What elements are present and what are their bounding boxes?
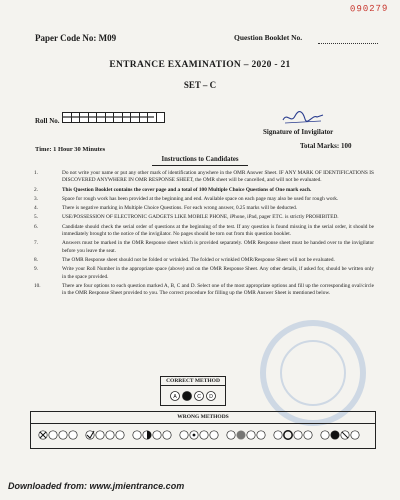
instruction-text: USE/POSSESSION OF ELECTRONIC GADGETS LIKE MOBILE PHONE, iPhone, iPad, pager ETC. is strictly PROHIBITED. xyxy=(62,214,339,221)
instruction-item xyxy=(34,187,374,194)
exam-title: ENTRANCE EXAMINATION – 2020 - 21 xyxy=(109,60,291,70)
instruction-text: The OMR Response sheet should not be folded or wrinkled. The folded or wrinkled OMR/Response Sheet will not be evaluated. xyxy=(62,256,335,263)
instruction-text: There is negative marking in Multiple Choice Questions. For each wrong answer, 0.25 marks will be deducted. xyxy=(62,205,298,212)
bubble-label: D xyxy=(209,394,213,400)
correct-method-bubbles xyxy=(169,390,219,402)
wrong-example-double xyxy=(321,431,359,439)
wrong-methods-box xyxy=(30,411,376,449)
instruction-number: 10. xyxy=(34,282,41,289)
wrong-methods-divider xyxy=(31,423,375,424)
roll-number-redaction xyxy=(62,116,154,118)
instruction-number: 8. xyxy=(34,256,38,263)
wrong-example-dot xyxy=(180,431,218,439)
instruction-item xyxy=(34,266,374,281)
question-booklet-no-label: Question Booklet No. xyxy=(234,33,303,42)
paper-code: Paper Code No: M09 xyxy=(35,33,117,43)
wrong-methods-bubbles xyxy=(37,428,371,442)
instruction-number: 5. xyxy=(34,214,38,221)
bubble-d xyxy=(207,392,216,401)
instruction-number: 9. xyxy=(34,266,38,273)
instruction-text: Answers must be marked in the OMR Response sheet which is provided separately. OMR Response sheet must be handed over to the invigilator before you leave the seat. xyxy=(62,240,374,254)
wrong-example-outline xyxy=(274,431,312,439)
bubble-b-filled xyxy=(183,392,192,401)
time-duration: Time: 1 Hour 30 Minutes xyxy=(35,146,106,153)
instruction-text: This Question Booklet contains the cover page and a total of 100 Multiple Choice Questions of One mark each. xyxy=(62,186,312,193)
instruction-item xyxy=(34,214,374,221)
bubble-label: B xyxy=(185,394,189,400)
instruction-number: 6. xyxy=(34,223,38,230)
invigilator-signature-label: Signature of Invigilator xyxy=(263,128,334,136)
wrong-example-half-fill xyxy=(133,431,171,439)
instruction-number: 2. xyxy=(34,186,38,193)
instruction-text: Do not write your name or put any other mark of identification anywhere in the OMR Answer Sheet. IF ANY MARK OF IDENTIFICATIONS IS DISCOVERED ANYWHERE IN OMR RESPONSE SHEET, the OMR sheet will be cancelled, and will not be evaluated. xyxy=(62,170,374,184)
instructions-list xyxy=(34,170,374,299)
instruction-number: 3. xyxy=(34,195,38,202)
bubble-label: A xyxy=(173,394,177,400)
bubble-c xyxy=(195,392,204,401)
wrong-example-partial xyxy=(227,431,265,439)
total-marks: Total Marks: 100 xyxy=(300,142,352,150)
instruction-text: Space for rough work has been provided at the beginning and end. Available space on each page may also be used for rough work. xyxy=(62,195,339,202)
set-label: SET – C xyxy=(183,80,217,90)
roll-box xyxy=(156,112,166,123)
instruction-item xyxy=(34,196,374,203)
bubble-a xyxy=(171,392,180,401)
footer-download-source: Downloaded from: www.jmientrance.com xyxy=(8,481,185,491)
bubble-label: C xyxy=(197,394,201,400)
invigilator-signature xyxy=(281,108,325,126)
booklet-number-field xyxy=(318,43,378,44)
instruction-text: Write your Roll Number in the appropriate space (above) and on the OMR Response Sheet. Any other details, if asked for, should be written only in the space provided. xyxy=(62,266,374,280)
wrong-example-cross xyxy=(39,431,77,439)
booklet-serial-number: 090279 xyxy=(349,3,389,15)
instruction-text: Candidate should check the serial order of questions at the beginning of the test. If any question is found missing in the serial order, it should be immediately brought to the notice of the invigilator. No pages should be torn out from this question booklet. xyxy=(62,223,374,238)
instruction-item xyxy=(34,170,374,185)
instructions-title-underline xyxy=(152,165,248,166)
wrong-methods-title: WRONG METHODS xyxy=(177,414,229,420)
wrong-example-tick xyxy=(86,431,124,439)
instruction-number: 7. xyxy=(34,240,38,247)
correct-method-box xyxy=(160,376,226,406)
instruction-item xyxy=(34,240,374,255)
instruction-number: 1. xyxy=(34,170,38,176)
correct-method-title: CORRECT METHOD xyxy=(161,378,225,386)
instruction-item xyxy=(34,205,374,212)
instruction-item xyxy=(34,283,374,298)
instruction-text: There are four options to each question marked A, B, C and D. Select one of the most appropriate options and fill up the corresponding oval/circle in the OMR Response Sheet provided to you. The correct procedure for filling up the OMR Answer Sheet is mentioned below. xyxy=(62,282,374,297)
roll-number-label: Roll No. xyxy=(35,117,60,125)
instruction-item xyxy=(34,224,374,239)
instruction-item xyxy=(34,257,374,264)
instructions-title: Instructions to Candidates xyxy=(161,156,239,163)
instruction-number: 4. xyxy=(34,205,38,212)
